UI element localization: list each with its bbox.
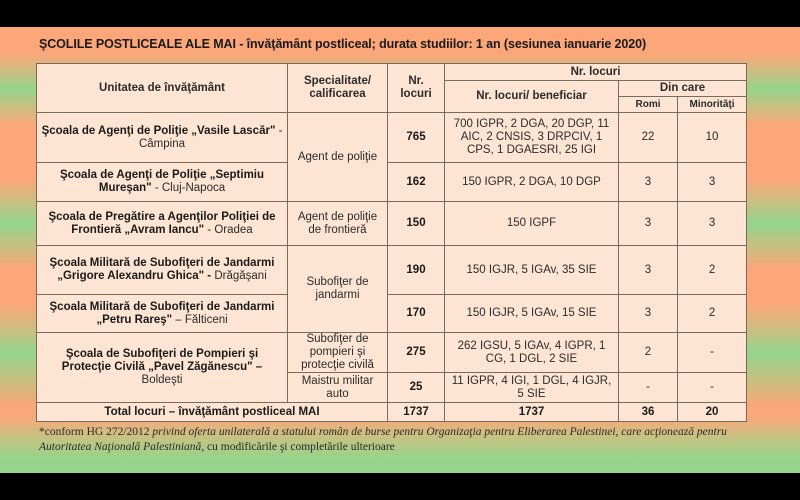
roma-cell: 3 [619,202,678,246]
table-row [37,333,747,373]
total-minorities: 20 [678,403,747,422]
specialty-cell: Subofiţer de jandarmi [288,246,388,333]
header-roma: Romi [619,97,678,113]
table-row [37,113,747,163]
unit-cell: Şcoala de Pregătire a Agenţilor Poliţiei de Frontieră „Avram Iancu" - Oradea [37,202,288,246]
total-beneficiary: 1737 [445,403,619,422]
header-unit: Unitatea de învăţământ [37,64,288,113]
beneficiary-cell: 700 IGPR, 2 DGA, 20 DGP, 11 AIC, 2 CNSIS, 3 DRPCIV, 1 CPS, 1 DGAESRI, 25 IGI [445,113,619,163]
specialty-cell: Agent de poliţie de frontieră [288,202,388,246]
places-cell: 275 [388,333,445,373]
minorities-cell: 2 [678,295,747,333]
table-row [37,246,747,295]
minorities-cell: 10 [678,113,747,163]
total-label: Total locuri – învăţământ postliceal MAI [37,403,388,422]
page-title: ŞCOLILE POSTLICEALE ALE MAI - învăţământ postliceal; durata studiilor: 1 an (sesiunea ianuarie 2020) [39,37,647,51]
footnote: *conform HG 272/2012 privind oferta unilaterală a statului român de burse pentru Organizaţia pentru Eliberarea Palestinei, care acţionează pentru Autoritatea Naţională Palestiniană, cu modificările şi completările ulterioare [39,426,727,453]
roma-cell: 3 [619,163,678,202]
header-specialty: Specialitate/ calificarea [288,64,388,113]
table-row [37,202,747,246]
specialty-cell: Agent de poliţie [288,113,388,202]
minorities-cell: 2 [678,246,747,295]
beneficiary-cell: 150 IGPR, 2 DGA, 10 DGP [445,163,619,202]
schools-table [36,63,747,422]
places-cell: 162 [388,163,445,202]
total-row [37,403,747,422]
header-places: Nr. locuri [388,64,445,113]
places-cell: 25 [388,373,445,403]
total-roma: 36 [619,403,678,422]
places-cell: 765 [388,113,445,163]
total-places: 1737 [388,403,445,422]
header-minorities: Minorităţi [678,97,747,113]
unit-cell: Şcoala de Agenţi de Poliţie „Vasile Lascăr" - Câmpina [37,113,288,163]
specialty-cell: Subofiţer de pompieri şi protecţie civilă [288,333,388,373]
table-row [37,163,747,202]
minorities-cell: 3 [678,202,747,246]
slide [0,27,800,473]
unit-cell: Şcoala de Agenţi de Poliţie „Septimiu Mureşan" - Cluj-Napoca [37,163,288,202]
unit-cell: Şcoala Militară de Subofiţeri de Jandarmi „Petru Rareş" – Fălticeni [37,295,288,333]
table-row [37,295,747,333]
beneficiary-cell: 11 IGPR, 4 IGI, 1 DGL, 4 IGJR, 5 SIE [445,373,619,403]
places-cell: 150 [388,202,445,246]
unit-cell: Şcoala de Subofiţeri de Pompieri şi Protecţie Civilă „Pavel Zăgănescu" – Boldeşti [37,333,288,403]
minorities-cell: - [678,333,747,373]
roma-cell: 22 [619,113,678,163]
header-of-which: Din care [619,81,747,97]
header-per-beneficiary: Nr. locuri/ beneficiar [445,81,619,113]
places-cell: 190 [388,246,445,295]
specialty-cell: Maistru militar auto [288,373,388,403]
roma-cell: - [619,373,678,403]
minorities-cell: 3 [678,163,747,202]
minorities-cell: - [678,373,747,403]
roma-cell: 2 [619,333,678,373]
roma-cell: 3 [619,246,678,295]
roma-cell: 3 [619,295,678,333]
beneficiary-cell: 150 IGJR, 5 IGAv, 35 SIE [445,246,619,295]
places-cell: 170 [388,295,445,333]
header-places-group: Nr. locuri [445,64,747,81]
beneficiary-cell: 150 IGJR, 5 IGAv, 15 SIE [445,295,619,333]
unit-cell: Şcoala Militară de Subofiţeri de Jandarmi „Grigore Alexandru Ghica" - Drăgăşani [37,246,288,295]
beneficiary-cell: 262 IGSU, 5 IGAv, 4 IGPR, 1 CG, 1 DGL, 2 SIE [445,333,619,373]
beneficiary-cell: 150 IGPF [445,202,619,246]
